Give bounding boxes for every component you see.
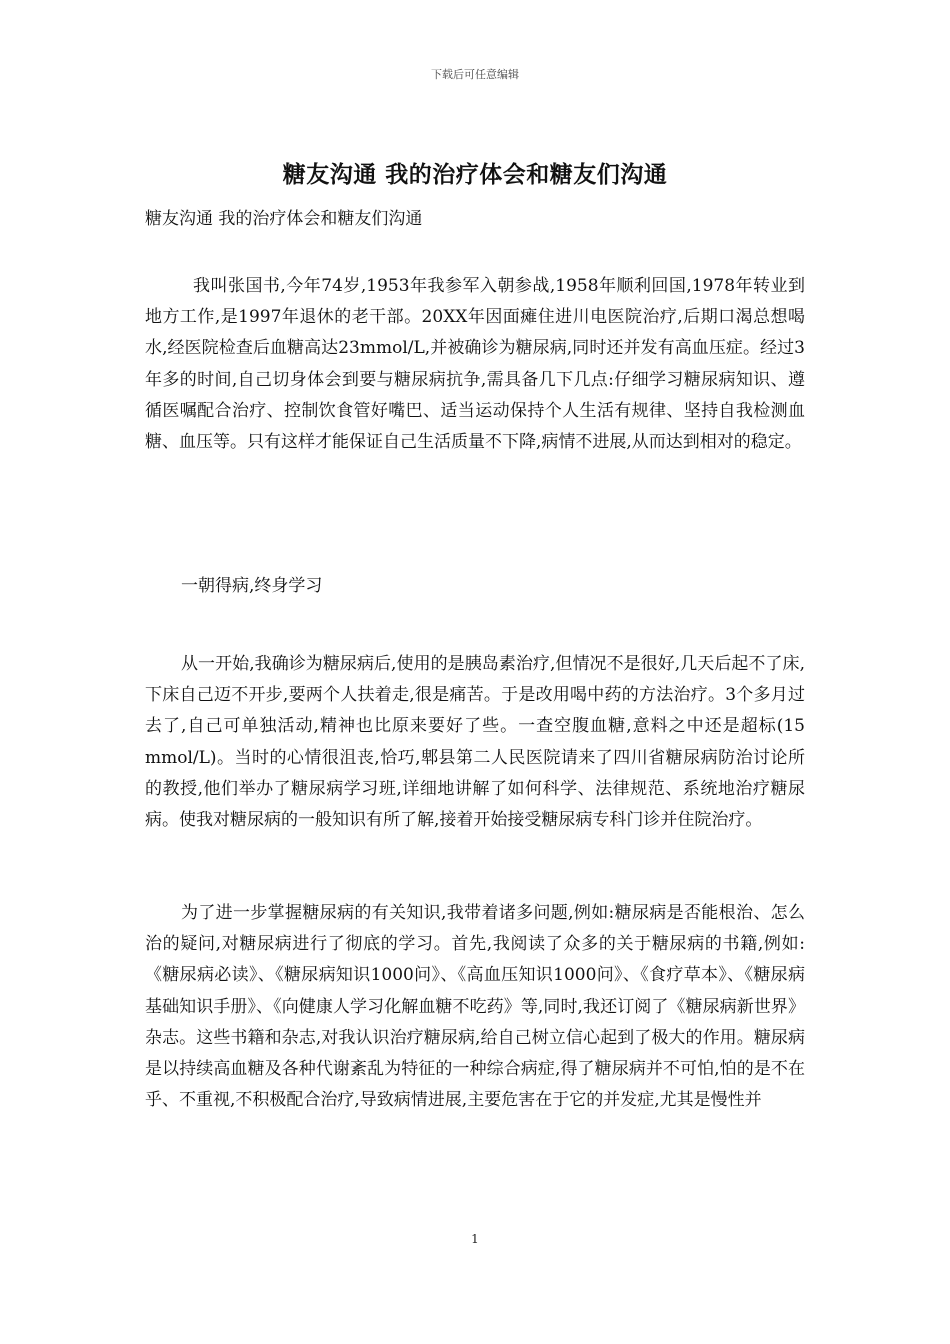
section-heading: 一朝得病,终身学习 [181,576,323,596]
paragraph-treatment: 从一开始,我确诊为糖尿病后,使用的是胰岛素治疗,但情况不是很好,几天后起不了床,下床自己迈不开步,要两个人扶着走,很是痛苦。于是改用喝中药的方法治疗。3个多月过去了,自己可单独活动,精神也比原来要好了些。一查空腹血糖,意料之中还是超标(15 mmol/L)。当时的心情很沮丧,恰巧,郫县第二人民医院请来了四川省糖尿病防治讨论所的教授,他们举办了糖尿病学习班,详细地讲解了如何科学、法律规范、系统地治疗糖尿病。使我对糖尿病的一般知识有所了解,接着开始接受糖尿病专科门诊并住院治疗。 [145,654,805,831]
document-subtitle: 糖友沟通 我的治疗体会和糖友们沟通 [145,209,423,229]
page-number: 1 [471,1232,479,1246]
header-note: 下载后可任意编辑 [431,68,519,81]
paragraph-intro: 我叫张国书,今年74岁,1953年我参军入朝参战,1958年顺利回国,1978年转业到地方工作,是1997年退休的老干部。20XX年因面瘫住进川电医院治疗,后期口渴总想喝水,经医院检查后血糖高达23mmol/L,并被确诊为糖尿病,同时还并发有高血压症。经过3年多的时间,自己切身体会到要与糖尿病抗争,需具备几下几点:仔细学习糖尿病知识、遵循医嘱配合治疗、控制饮食管好嘴巴、适当运动保持个人生活有规律、坚持自我检测血糖、血压等。只有这样才能保证自己生活质量不下降,病情不进展,从而达到相对的稳定。 [145,276,805,453]
paragraph-learning: 为了进一步掌握糖尿病的有关知识,我带着诸多问题,例如:糖尿病是否能根治、怎么治的疑问,对糖尿病进行了彻底的学习。首先,我阅读了众多的关于糖尿病的书籍,例如:《糖尿病必读》、《糖尿病知识1000问》、《高血压知识1000问》、《食疗草本》、《糖尿病基础知识手册》、《向健康人学习化解血糖不吃药》等,同时,我还订阅了《糖尿病新世界》杂志。这些书籍和杂志,对我认识治疗糖尿病,给自己树立信心起到了极大的作用。糖尿病是以持续高血糖及各种代谢紊乱为特征的一种综合病症,得了糖尿病并不可怕,怕的是不在乎、不重视,不积极配合治疗,导致病情进展,主要危害在于它的并发症,尤其是慢性并 [145,903,805,1111]
document-title: 糖友沟通 我的治疗体会和糖友们沟通 [282,161,668,188]
